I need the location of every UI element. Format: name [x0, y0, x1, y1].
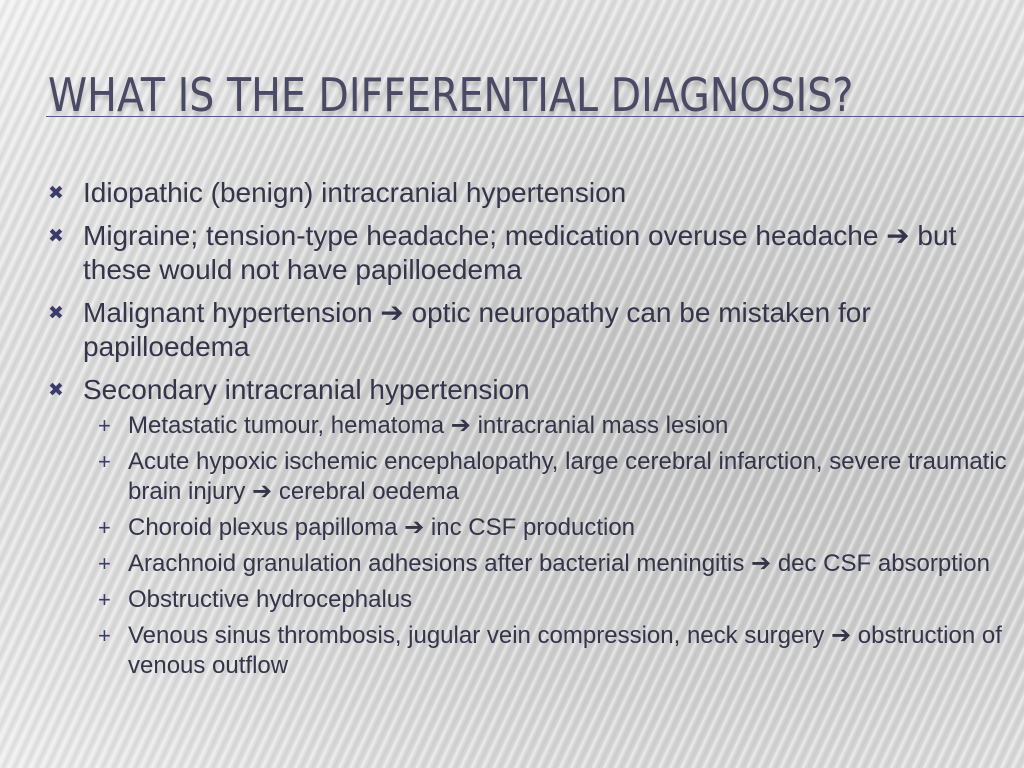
- bullet-list: [48, 176, 1008, 687]
- plus-bullet-icon: +: [98, 449, 111, 474]
- bullet-text: Idiopathic (benign) intracranial hypertension: [83, 177, 627, 208]
- x-bullet-icon: ✖: [48, 183, 64, 204]
- bullet-text: Secondary intracranial hypertension: [83, 374, 530, 405]
- sub-bullet-text: Venous sinus thrombosis, jugular vein compression, neck surgery ➔ obstruction of venous outflow: [128, 622, 1002, 679]
- plus-bullet-icon: +: [98, 413, 111, 438]
- sub-bullet-text: Arachnoid granulation adhesions after bacterial meningitis ➔ dec CSF absorption: [128, 550, 990, 577]
- sub-bullet-item: [98, 411, 1008, 441]
- sub-bullet-text: Obstructive hydrocephalus: [128, 586, 413, 613]
- x-bullet-icon: ✖: [48, 226, 64, 247]
- bullet-item: [48, 176, 1008, 210]
- x-bullet-icon: ✖: [48, 380, 64, 401]
- sub-bullet-text: Acute hypoxic ischemic encephalopathy, large cerebral infarction, severe traumatic brain injury ➔ cerebral oedema: [128, 448, 1007, 505]
- bullet-text: Malignant hypertension ➔ optic neuropathy can be mistaken for papilloedema: [83, 297, 871, 362]
- plus-bullet-icon: +: [98, 587, 111, 612]
- sub-bullet-item: [98, 447, 1008, 507]
- plus-bullet-icon: +: [98, 551, 111, 576]
- sub-bullet-text: Choroid plexus papilloma ➔ inc CSF production: [128, 514, 636, 541]
- bullet-item: [48, 219, 1008, 287]
- x-bullet-icon: ✖: [48, 303, 64, 324]
- slide-title: WHAT IS THE DIFFERENTIAL DIAGNOSIS?: [48, 68, 854, 122]
- plus-bullet-icon: +: [98, 515, 111, 540]
- plus-bullet-icon: +: [98, 623, 111, 648]
- sub-bullet-item: [98, 585, 1008, 615]
- sub-bullet-list: [48, 411, 1008, 681]
- title-underline: [46, 116, 1024, 117]
- sub-bullet-item: [98, 621, 1008, 681]
- bullet-text: Migraine; tension-type headache; medication overuse headache ➔ but these would not have papilloedema: [83, 220, 957, 285]
- sub-bullet-item: [98, 549, 1008, 579]
- sub-bullet-text: Metastatic tumour, hematoma ➔ intracranial mass lesion: [128, 412, 729, 439]
- bullet-item: [48, 296, 1008, 364]
- bullet-item: [48, 373, 1008, 407]
- sub-bullet-item: [98, 513, 1008, 543]
